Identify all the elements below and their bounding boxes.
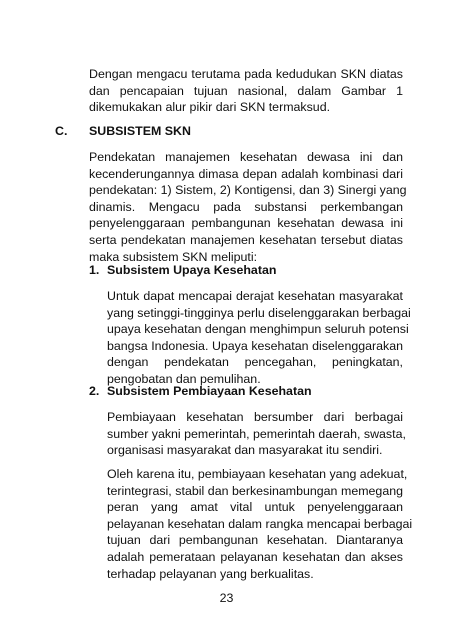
text-line: adalah pemerataan pelayanan kesehatan dan akses (107, 549, 403, 564)
text-line: Oleh karena itu, pembiayaan kesehatan yang adekuat, (107, 467, 408, 481)
text-line: organisasi masyarakat dan masyarakat itu sendiri. (107, 443, 383, 458)
text-line: dikemukakan alur pikir dari SKN termaksud. (89, 100, 331, 115)
text-line: Pembiayaan kesehatan bersumber dari berbagai (107, 410, 403, 424)
text-line: sumber yakni pemerintah, pemerintah daerah, swasta, (107, 426, 406, 441)
text-line: bangsa Indonesia. Upaya kesehatan diselenggarakan (107, 338, 403, 353)
subsection-2-paragraph-1 (107, 409, 406, 459)
text-line: tujuan dari pembangunan kesehatan. Diantaranya (107, 533, 403, 548)
text-line: Dengan mengacu terutama pada kedudukan SKN diatas (89, 67, 403, 81)
text-line: penyelenggaraan pembangunan kesehatan dewasa ini (89, 216, 403, 231)
text-line: terhadap pelayanan yang berkualitas. (107, 566, 314, 581)
text-line: upaya kesehatan dengan menghimpun seluruh potensi (107, 322, 409, 337)
text-line: kecenderungannya dimasa depan adalah kombinasi dari (89, 166, 403, 181)
text-line: yang setinggi-tingginya perlu diselenggarakan berbagai (107, 305, 411, 320)
text-line: Pendekatan manajemen kesehatan dewasa ini dan (89, 150, 403, 164)
section-c-label: C. (55, 124, 68, 138)
page-number: 23 (219, 591, 234, 605)
text-line: pengobatan dan pemulihan. (107, 371, 261, 386)
text-line: Untuk dapat mencapai derajat kesehatan masyarakat (107, 289, 403, 303)
text-line: pelayanan kesehatan dalam rangka mencapai berbagai (107, 516, 413, 531)
subsection-2-title: Subsistem Pembiayaan Kesehatan (107, 384, 312, 398)
subsection-2-paragraph-2 (107, 466, 413, 582)
text-line: pendekatan: 1) Sistem, 2) Kontigensi, dan 3) Sinergi yang (89, 183, 407, 198)
subsection-1-title: Subsistem Upaya Kesehatan (107, 263, 277, 277)
text-line: serta pendekatan manajemen kesehatan tersebut diatas (89, 232, 403, 247)
text-line: dan pencapaian tujuan nasional, dalam Gambar 1 (89, 83, 403, 98)
intro-paragraph (89, 66, 403, 116)
text-line: maka subsistem SKN meliputi: (89, 249, 258, 264)
subsection-2-number: 2. (89, 384, 100, 398)
subsection-1-number: 1. (89, 263, 100, 277)
section-c-title: SUBSISTEM SKN (89, 124, 191, 138)
text-line: peran yang amat vital untuk penyelenggaraan (107, 500, 403, 515)
text-line: dengan pendekatan pencegahan, peningkatan, (107, 355, 403, 370)
section-c-paragraph (89, 149, 407, 265)
text-line: dinamis. Mengacu pada substansi perkembangan (89, 199, 403, 214)
text-line: terintegrasi, stabil dan berkesinambungan memegang (107, 483, 403, 498)
subsection-1-paragraph (107, 288, 411, 388)
